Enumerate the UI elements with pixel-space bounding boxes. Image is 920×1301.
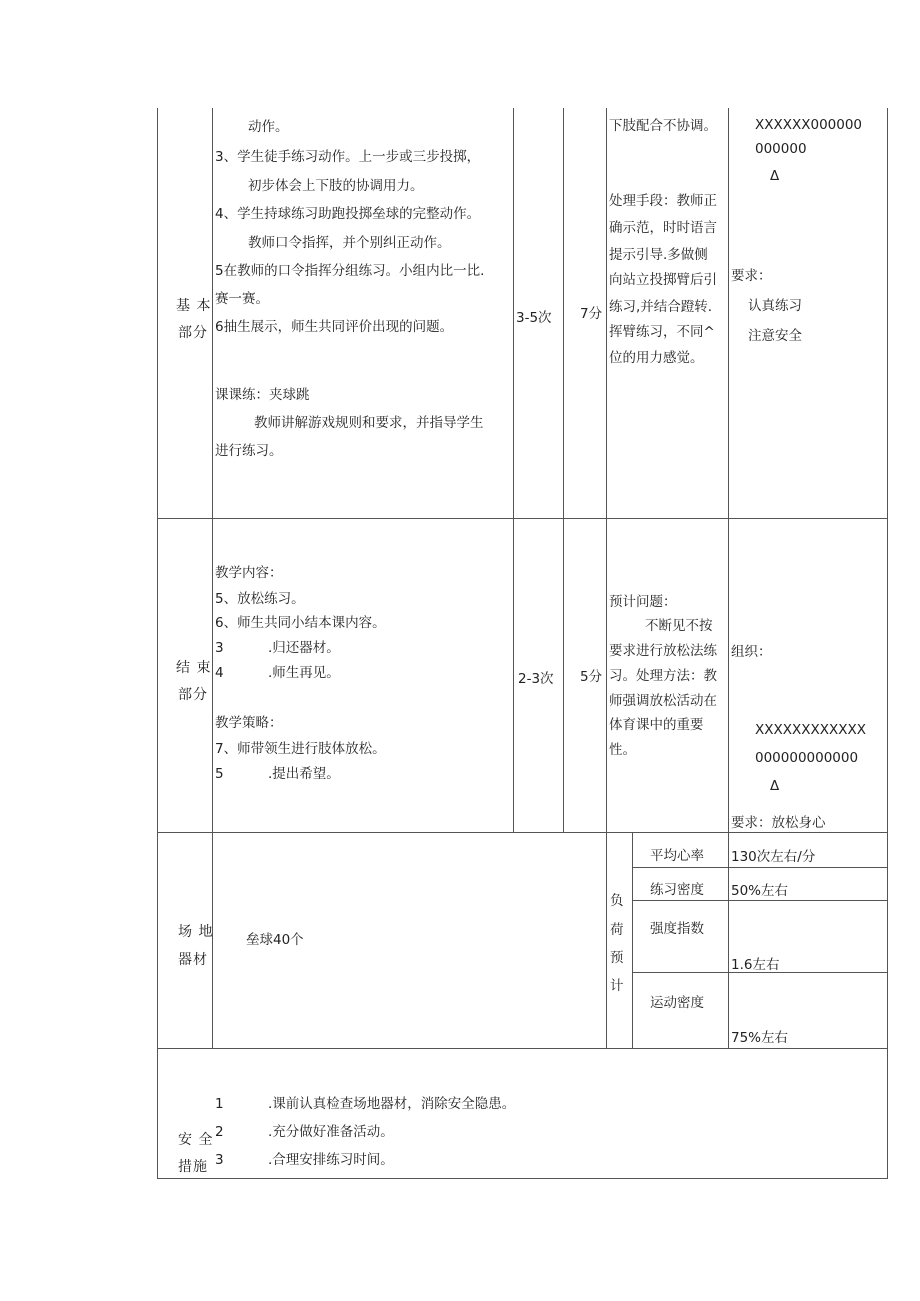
equipment-text: 垒球40个	[246, 932, 304, 948]
teacher-position-mark: Δ	[770, 168, 780, 184]
content-line: 7、师带领生进行肢体放松。	[215, 741, 386, 757]
note-line: 习。处理方法：教	[609, 668, 717, 684]
note-line: 要求进行放松法练	[609, 643, 717, 659]
content-line: .师生再见。	[268, 665, 340, 681]
safety-label-2: 措施	[178, 1159, 208, 1175]
note-line: 位的用力感觉。	[609, 350, 704, 366]
note-line: 师强调放松活动在	[609, 693, 717, 709]
end-requirement: 要求：放松身心	[731, 815, 826, 831]
table-left-border	[157, 108, 158, 1179]
safety-item-text: .充分做好准备活动。	[268, 1124, 394, 1140]
note-line: 性。	[609, 742, 636, 758]
load-label-char: 负	[610, 893, 624, 909]
table-right-border	[887, 108, 888, 1179]
content-line: 4	[215, 665, 224, 681]
end-times: 2-3次	[518, 671, 554, 687]
metric-value: 50%左右	[731, 883, 789, 899]
row-divider-venue-safety	[157, 1048, 888, 1049]
load-label-divider	[632, 832, 633, 1048]
safety-item-text: .合理安排练习时间。	[268, 1152, 394, 1168]
metric-value: 130次左右/分	[731, 849, 816, 865]
table-bottom-border	[157, 1178, 888, 1179]
content-line: 进行练习。	[215, 443, 283, 459]
metric-divider-1	[632, 867, 888, 868]
metric-divider-2	[632, 900, 888, 901]
note-line: 下肢配合不协调。	[609, 118, 717, 134]
note-line: 向站立投掷臂后引	[609, 272, 717, 288]
content-line: 动作。	[248, 119, 289, 135]
content-line: 教师口令指挥，并个别纠正动作。	[248, 235, 451, 251]
note-line: 体育课中的重要	[609, 717, 704, 733]
end-teacher-position-mark: Δ	[770, 778, 780, 794]
note-line: 预计问题：	[609, 594, 677, 610]
load-label-char: 预	[610, 950, 624, 966]
note-line: 提示引导.多做侧	[609, 247, 708, 263]
end-duration: 5分	[580, 669, 603, 685]
basic-requirement-1: 认真练习	[748, 298, 802, 314]
safety-item-number: 2	[215, 1124, 224, 1140]
row-divider-end-venue	[157, 832, 888, 833]
metric-value: 1.6左右	[731, 957, 780, 973]
content-line: 课课练：夹球跳	[215, 387, 310, 403]
note-line: 确示范，时时语言	[609, 220, 717, 236]
basic-requirement-2: 注意安全	[748, 328, 802, 344]
end-org-label: 组织：	[731, 644, 772, 660]
content-line: .提出希望。	[268, 766, 340, 782]
content-line: 4、学生持球练习助跑投掷垒球的完整动作。	[215, 206, 481, 222]
content-line: 5	[215, 766, 224, 782]
basic-requirement-label: 要求：	[731, 268, 772, 284]
safety-item-text: .课前认真检查场地器材，消除安全隐患。	[268, 1096, 516, 1112]
row-divider-basic-end	[157, 518, 888, 519]
basic-duration: 7分	[580, 306, 603, 322]
basic-org-row-1: XXXXXX000000	[755, 117, 863, 133]
metric-name: 平均心率	[650, 848, 704, 864]
basic-org-row-2: 000000	[755, 141, 807, 157]
note-line: 不断见不按	[645, 618, 713, 634]
content-line: 6、师生共同小结本课内容。	[215, 615, 386, 631]
metric-name: 强度指数	[650, 921, 704, 937]
venue-label-2: 器材	[178, 952, 208, 968]
content-line: 赛一赛。	[215, 291, 269, 307]
duration-col-divider	[606, 108, 607, 1048]
label-col-divider	[212, 108, 213, 1048]
note-line: 处理手段：教师正	[609, 193, 717, 209]
basic-times: 3-5次	[516, 310, 552, 326]
content-line: 教师讲解游戏规则和要求，并指导学生	[254, 415, 484, 431]
content-line: 教学策略：	[215, 715, 283, 731]
safety-label: 安 全	[178, 1132, 214, 1148]
note-line: 练习,并结合蹬转.	[609, 299, 713, 315]
basic-part-label: 基 本	[176, 298, 212, 314]
note-line: 挥臂练习，不同^	[609, 324, 715, 340]
content-line: 5在教师的口令指挥分组练习。小组内比一比.	[215, 263, 485, 279]
content-line: 3	[215, 640, 224, 656]
end-org-row-2: 000000000000	[755, 750, 859, 766]
safety-item-number: 1	[215, 1096, 224, 1112]
content-line: 教学内容：	[215, 565, 283, 581]
basic-part-label-2: 部分	[178, 325, 208, 341]
content-col-divider	[513, 108, 514, 833]
metric-name: 运动密度	[650, 995, 704, 1011]
content-line: 5、放松练习。	[215, 591, 305, 607]
safety-item-number: 3	[215, 1152, 224, 1168]
load-label-char: 荷	[610, 922, 624, 938]
content-line: 3、学生徒手练习动作。上一步或三步投掷，	[215, 149, 481, 165]
load-label-char: 计	[610, 978, 624, 994]
content-line: 初步体会上下肢的协调用力。	[248, 178, 424, 194]
end-part-label-2: 部分	[178, 687, 208, 703]
notes-col-divider	[728, 108, 729, 1048]
times-col-divider	[563, 108, 564, 833]
end-org-row-1: XXXXXXXXXXXX	[755, 722, 866, 738]
metric-name: 练习密度	[650, 882, 704, 898]
content-line: 6抽生展示，师生共同评价出现的问题。	[215, 319, 454, 335]
metric-value: 75%左右	[731, 1030, 789, 1046]
content-line: .归还器材。	[268, 640, 340, 656]
end-part-label: 结 束	[176, 660, 212, 676]
venue-label: 场 地	[178, 924, 214, 940]
